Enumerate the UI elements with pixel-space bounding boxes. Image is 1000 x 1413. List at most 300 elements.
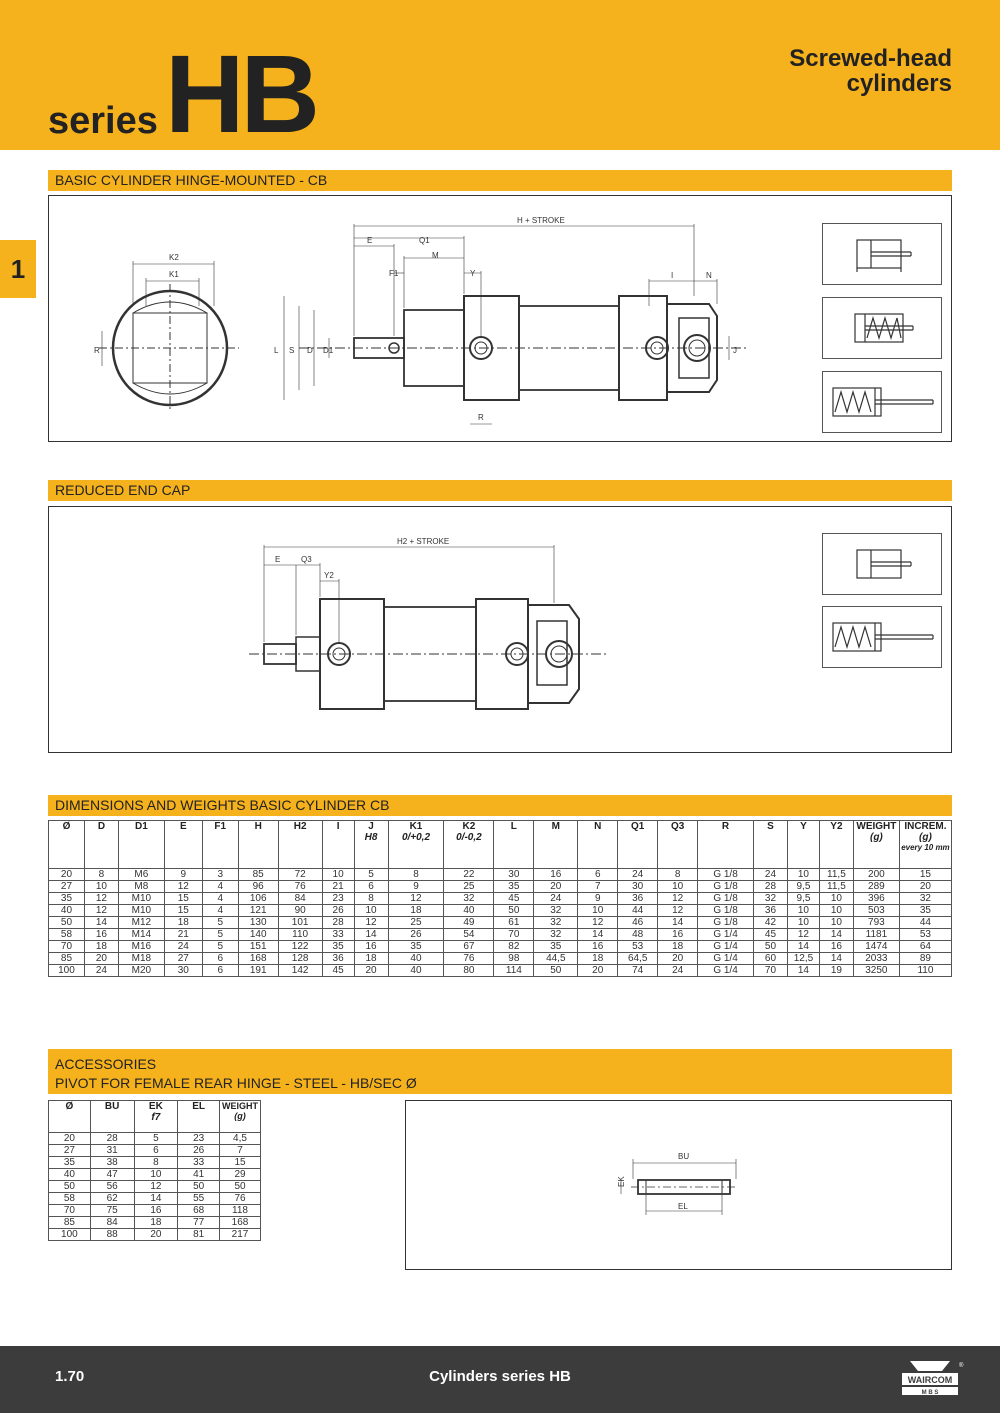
table-cell: G 1/8 [698,905,754,917]
table-cell: 3 [202,869,238,881]
table-row [49,1205,261,1217]
table-cell: 10 [354,905,388,917]
table-cell: 8 [84,869,118,881]
table-cell: 793 [853,917,899,929]
table-cell: M8 [118,881,164,893]
col-header: D1 [118,821,164,869]
table-cell: 14 [578,929,618,941]
table-cell: 5 [354,869,388,881]
table-cell: 12 [388,893,444,905]
label-s: S [289,346,295,355]
table-cell: 14 [787,965,819,977]
table-cell: 55 [178,1193,220,1205]
table-cell: 53 [899,929,951,941]
label-y2: Y2 [324,571,334,580]
table-row [49,1169,261,1181]
table-cell: 9,5 [787,881,819,893]
table-cell: M14 [118,929,164,941]
label-l: L [274,346,279,355]
table-cell: 77 [178,1217,220,1229]
table-cell: 4 [202,905,238,917]
cylinder-double-acting-icon [823,224,943,286]
col-header: Ø [49,821,85,869]
table-cell: 20 [84,953,118,965]
table-cell: 16 [534,869,578,881]
table-cell: 32 [534,905,578,917]
col-header-weight: WEIGHT (g) [853,821,899,869]
table-cell: 35 [494,881,534,893]
label-h2-stroke: H2 + STROKE [397,537,450,546]
col-header: S [754,821,788,869]
pivot-title: PIVOT FOR FEMALE REAR HINGE - STEEL - HB/SEC Ø [55,1075,417,1091]
table-row [49,965,952,977]
table-cell: G 1/4 [698,965,754,977]
table-cell: 217 [220,1229,261,1241]
label-q1: Q1 [419,236,430,245]
table-cell: 20 [354,965,388,977]
drawing-pivot-svg [406,1101,953,1271]
table-cell: 18 [354,953,388,965]
table-cell: 10 [84,881,118,893]
table-cell: 15 [899,869,951,881]
col-header: BU [90,1101,134,1133]
table-cell: 70 [754,965,788,977]
table-cell: 12 [578,917,618,929]
drawing-basic-cylinder [48,195,952,442]
table-cell: 32 [534,929,578,941]
table-cell: 4,5 [220,1133,261,1145]
pivot-table [48,1100,261,1241]
table-cell: 16 [354,941,388,953]
table-cell: 84 [278,893,322,905]
drawing-reduced-end-cap-svg [49,507,953,754]
table-cell: 140 [238,929,278,941]
table-cell: M10 [118,905,164,917]
page-footer [0,1346,1000,1413]
chapter-tab: 1 [0,240,36,298]
table-cell: 5 [202,929,238,941]
section-title-accessories [48,1049,952,1094]
page-title [789,46,952,96]
table-row [49,881,952,893]
table-cell: 44,5 [534,953,578,965]
table-cell: 6 [202,953,238,965]
table-cell: 35 [534,941,578,953]
table-cell: 50 [754,941,788,953]
table-cell: 14 [134,1193,178,1205]
table-cell: 10 [322,869,354,881]
table-cell: 24 [534,893,578,905]
table-cell: 16 [84,929,118,941]
table-cell: 35 [388,941,444,953]
table-cell: 64 [899,941,951,953]
table-cell: 16 [578,941,618,953]
table-cell: 18 [578,953,618,965]
table-cell: 50 [534,965,578,977]
table-cell: 110 [278,929,322,941]
table-cell: 25 [444,881,494,893]
table-cell: 106 [238,893,278,905]
table-cell: 29 [220,1169,261,1181]
table-cell: 142 [278,965,322,977]
table-cell: 80 [444,965,494,977]
table-cell: M16 [118,941,164,953]
table-cell: 100 [49,965,85,977]
col-header-k2: K2 0/-0,2 [444,821,494,869]
table-cell: 16 [134,1205,178,1217]
table-cell: 26 [388,929,444,941]
col-header: EL [178,1101,220,1133]
table-cell: 9,5 [787,893,819,905]
table-cell: G 1/4 [698,941,754,953]
table-cell: 130 [238,917,278,929]
table-cell: M18 [118,953,164,965]
section-title-dimensions: DIMENSIONS AND WEIGHTS BASIC CYLINDER CB [48,795,952,816]
table-cell: 27 [49,881,85,893]
variant-icon-spring-return [822,297,942,359]
table-row [49,869,952,881]
logo-word: WAIRCOM [907,1375,953,1385]
table-cell: 10 [658,881,698,893]
table-cell: 122 [278,941,322,953]
table-cell: 10 [578,905,618,917]
page-number: 1.70 [55,1368,85,1385]
series-code: HB [165,33,316,156]
table-cell: 14 [84,917,118,929]
table-cell: 12 [164,881,202,893]
label-i: I [671,271,674,280]
table-cell: 9 [388,881,444,893]
table-cell: 28 [754,881,788,893]
table-cell: 48 [618,929,658,941]
dimensions-table [48,820,952,977]
table-cell: 40 [49,1169,91,1181]
table-cell: 10 [819,905,853,917]
table-cell: G 1/8 [698,917,754,929]
table-cell: 32 [444,893,494,905]
table-cell: 27 [49,1145,91,1157]
table-cell: 191 [238,965,278,977]
table-cell: 5 [202,941,238,953]
table-cell: 396 [853,893,899,905]
table-cell: 23 [322,893,354,905]
table-cell: 24 [754,869,788,881]
table-cell: G 1/8 [698,881,754,893]
col-header-increm: INCREM. (g) every 10 mm [899,821,951,869]
table-cell: 32 [534,917,578,929]
table-cell: 21 [322,881,354,893]
table-cell: 76 [444,953,494,965]
table-cell: 30 [164,965,202,977]
table-cell: 25 [388,917,444,929]
table-cell: 89 [899,953,951,965]
table-cell: 7 [578,881,618,893]
table-cell: 24 [164,941,202,953]
table-cell: 4 [202,881,238,893]
table-cell: 41 [178,1169,220,1181]
table-cell: 70 [49,1205,91,1217]
table-cell: 12 [84,905,118,917]
label-k2: K2 [169,253,179,262]
label-q3: Q3 [301,555,312,564]
table-cell: 75 [90,1205,134,1217]
table-cell: 10 [819,893,853,905]
table-cell: 15 [220,1157,261,1169]
col-header: I [322,821,354,869]
table-cell: 61 [494,917,534,929]
table-cell: 35 [899,905,951,917]
table-cell: 10 [787,869,819,881]
table-cell: 8 [134,1157,178,1169]
table-cell: 31 [90,1145,134,1157]
cylinder-spring-extend-icon [823,607,943,669]
label-r-bottom: R [478,413,484,422]
table-cell: 21 [164,929,202,941]
table-cell: 45 [494,893,534,905]
table-cell: 20 [134,1229,178,1241]
table-cell: 9 [164,869,202,881]
waircom-logo [898,1359,962,1399]
col-header: N [578,821,618,869]
table-cell: 58 [49,1193,91,1205]
table-cell: M10 [118,893,164,905]
table-cell: M20 [118,965,164,977]
table-cell: 289 [853,881,899,893]
label-j: J [733,346,737,355]
table-row [49,1181,261,1193]
table-cell: 200 [853,869,899,881]
label-e-reduced: E [275,555,281,564]
col-header-weight: WEIGHT (g) [220,1101,261,1133]
table-cell: 76 [278,881,322,893]
table-cell: 56 [90,1181,134,1193]
table-cell: 168 [220,1217,261,1229]
table-cell: 53 [618,941,658,953]
table-cell: 2033 [853,953,899,965]
col-header: L [494,821,534,869]
variant-icon-spring-extend [822,371,942,433]
table-cell: 70 [49,941,85,953]
table-cell: 20 [534,881,578,893]
table-cell: 14 [658,917,698,929]
dimensions-table-header [49,821,952,869]
col-header: E [164,821,202,869]
table-row [49,953,952,965]
col-header: R [698,821,754,869]
table-cell: 11,5 [819,881,853,893]
table-row [49,929,952,941]
table-cell: M6 [118,869,164,881]
col-header-k1: K1 0/+0,2 [388,821,444,869]
table-row [49,1157,261,1169]
table-cell: 6 [578,869,618,881]
label-el: EL [678,1202,688,1211]
table-cell: 6 [354,881,388,893]
table-cell: 24 [658,965,698,977]
table-cell: 67 [444,941,494,953]
table-cell: 58 [49,929,85,941]
table-cell: 40 [388,965,444,977]
table-cell: 12 [658,893,698,905]
table-cell: 168 [238,953,278,965]
table-cell: 18 [658,941,698,953]
table-row [49,1229,261,1241]
table-cell: 28 [322,917,354,929]
label-ek: EK [617,1176,626,1187]
table-cell: 70 [494,929,534,941]
table-cell: 44 [618,905,658,917]
footer-title: Cylinders series HB [429,1368,571,1385]
label-bu: BU [678,1152,690,1161]
table-cell: 15 [164,893,202,905]
series-word: series [48,100,158,142]
table-cell: 5 [202,917,238,929]
col-header: Q1 [618,821,658,869]
page-header [0,0,1000,156]
table-cell: 33 [178,1157,220,1169]
table-cell: 114 [494,965,534,977]
table-cell: 49 [444,917,494,929]
table-cell: 8 [388,869,444,881]
dimensions-table-body [49,869,952,977]
table-cell: 19 [819,965,853,977]
table-cell: 20 [49,1133,91,1145]
table-cell: 121 [238,905,278,917]
table-cell: 118 [220,1205,261,1217]
drawing-reduced-end-cap [48,506,952,753]
col-header: D [84,821,118,869]
table-cell: 9 [578,893,618,905]
table-cell: 50 [178,1181,220,1193]
table-cell: 45 [322,965,354,977]
table-cell: 12 [84,893,118,905]
table-cell: 100 [49,1229,91,1241]
col-header: Q3 [658,821,698,869]
table-cell: 22 [444,869,494,881]
table-cell: 8 [658,869,698,881]
table-cell: 503 [853,905,899,917]
table-cell: 50 [220,1181,261,1193]
table-cell: M12 [118,917,164,929]
table-cell: 32 [754,893,788,905]
col-header: Y2 [819,821,853,869]
col-header: Y [787,821,819,869]
table-cell: 12 [134,1181,178,1193]
table-cell: 1181 [853,929,899,941]
section-title-basic: BASIC CYLINDER HINGE-MOUNTED - CB [48,170,952,191]
label-f1: F1 [389,269,399,278]
label-h-stroke: H + STROKE [517,216,565,225]
table-cell: 36 [322,953,354,965]
table-cell: 11,5 [819,869,853,881]
table-cell: 60 [754,953,788,965]
table-cell: 45 [754,929,788,941]
table-cell: 6 [202,965,238,977]
table-cell: 46 [618,917,658,929]
label-y: Y [470,269,476,278]
table-row [49,1217,261,1229]
table-cell: 128 [278,953,322,965]
page-title-line1: Screwed-head [789,45,952,72]
table-cell: 24 [618,869,658,881]
table-cell: 30 [494,869,534,881]
table-cell: 42 [754,917,788,929]
label-d: D [307,346,313,355]
table-cell: 12,5 [787,953,819,965]
table-cell: 85 [238,869,278,881]
table-cell: 35 [322,941,354,953]
table-cell: 72 [278,869,322,881]
label-n: N [706,271,712,280]
logo-registered-mark: ® [959,1363,964,1369]
table-cell: 15 [164,905,202,917]
pivot-table-body [49,1133,261,1241]
table-cell: 50 [49,917,85,929]
table-cell: 14 [819,953,853,965]
table-cell: 20 [49,869,85,881]
table-cell: 84 [90,1217,134,1229]
table-cell: 38 [90,1157,134,1169]
label-r-side: R [94,346,100,355]
table-cell: 62 [90,1193,134,1205]
table-row [49,917,952,929]
table-row [49,1193,261,1205]
table-cell: 27 [164,953,202,965]
table-cell: 18 [134,1217,178,1229]
col-header-j: J H8 [354,821,388,869]
table-row [49,905,952,917]
table-cell: 68 [178,1205,220,1217]
table-cell: 33 [322,929,354,941]
logo-sub: M B S [921,1390,939,1396]
table-cell: G 1/8 [698,893,754,905]
table-cell: 14 [354,929,388,941]
table-row [49,1133,261,1145]
variant-icon-double-acting-2 [822,533,942,595]
section-title-reduced: REDUCED END CAP [48,480,952,501]
table-cell: 16 [658,929,698,941]
col-header: F1 [202,821,238,869]
table-cell: 10 [819,917,853,929]
table-cell: 20 [658,953,698,965]
table-cell: 16 [819,941,853,953]
drawing-pivot [405,1100,952,1270]
table-cell: 88 [90,1229,134,1241]
table-cell: 14 [819,929,853,941]
table-cell: 7 [220,1145,261,1157]
table-cell: 36 [754,905,788,917]
table-cell: 28 [90,1133,134,1145]
table-cell: 30 [618,881,658,893]
table-cell: 40 [49,905,85,917]
col-header: M [534,821,578,869]
label-m: M [432,251,439,260]
table-cell: 18 [84,941,118,953]
table-cell: 10 [134,1169,178,1181]
table-cell: 3250 [853,965,899,977]
table-cell: 12 [787,929,819,941]
accessories-title: ACCESSORIES [55,1056,157,1072]
table-cell: 50 [494,905,534,917]
col-header: H2 [278,821,322,869]
table-cell: 110 [899,965,951,977]
table-cell: 90 [278,905,322,917]
table-row [49,941,952,953]
table-cell: 74 [618,965,658,977]
table-cell: 20 [578,965,618,977]
table-cell: 98 [494,953,534,965]
variant-icon-double-acting [822,223,942,285]
